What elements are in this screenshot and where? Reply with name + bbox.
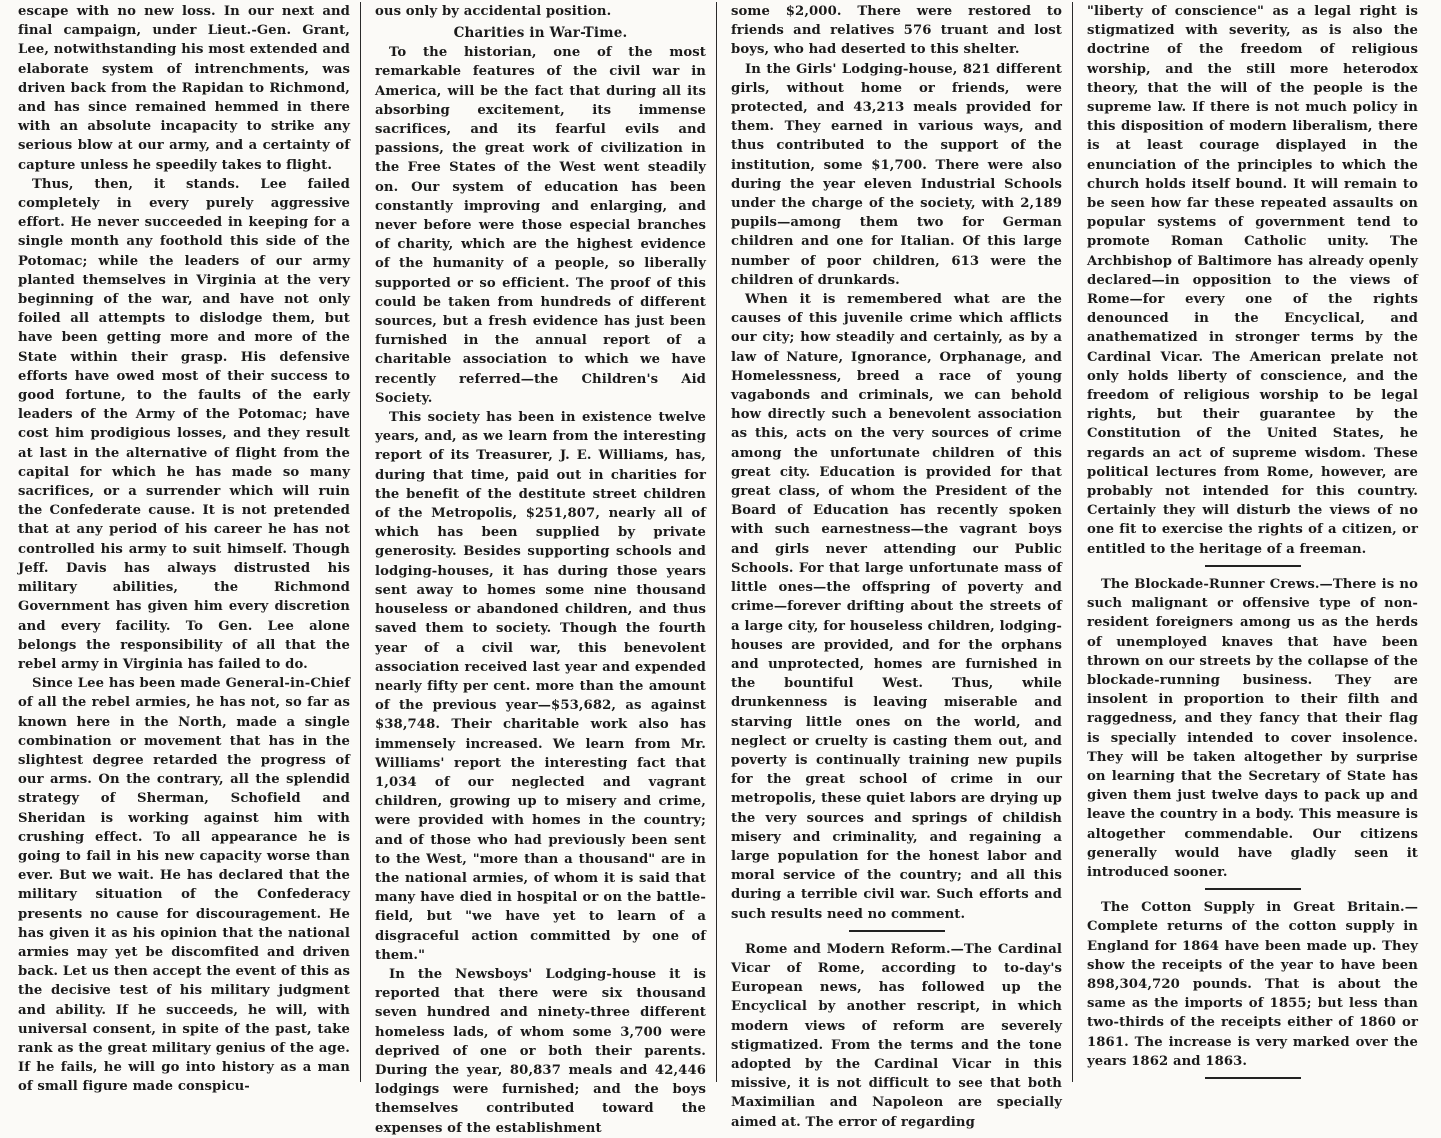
paragraph: Rome and Modern Reform.—The Cardinal Vicar of Rome, according to to-day's European news, has followed up the Encyclical by another rescript, in which modern views of reform are severely stigmatized. From the terms and the tone adopted by the Cardinal Vicar in this missive, it is not difficult to see that both Maximilian and Napoleon are specially aimed at. The error of regarding: [731, 941, 1062, 1130]
paragraph: Since Lee has been made General-in-Chief of all the rebel armies, he has not, so far as known here in the North, made a single combination or movement that has in the slightest degree retarded the progress of our arms. On the contrary, all the splendid strategy of Sherman, Schofield and Sheridan is working against him with crushing effect. To all appearance he is going to fail in his new capacity worse than ever. But we wait. He has declared that the military situation of the Confederacy presents no cause for discouragement. He has given it as his opinion that the national armies may yet be discomfited and driven back. Let us then accept the event of this as the decisive test of his military judgment and ability. If he succeeds, he will, with universal consent, in spite of the past, take rank as the great military genius of the age. If he fails, he will go into history as a man of small figure made conspicu-: [18, 676, 350, 1095]
section-divider: [1205, 888, 1301, 890]
paragraph: The Cotton Supply in Great Britain.—Complete returns of the cotton supply in England for 1864 have been made up. They show the receipts of the year to have been 898,304,720 pounds. That is about the same as the imports of 1855; but less than two-thirds of the receipts either of 1860 or 1861. The increase is very marked over the years 1862 and 1863.: [1087, 900, 1418, 1069]
column-1: [4, 2, 360, 1095]
column-4: [1072, 2, 1428, 1082]
paragraph: some $2,000. There were restored to friends and relatives 576 truant and lost boys, who had deserted to this shelter.: [731, 4, 1062, 58]
paragraph: Thus, then, it stands. Lee failed completely in every purely aggressive effort. He never succeeded in keeping for a single month any foothold this side of the Potomac; while the leaders of our army planted themselves in Virginia at the very beginning of the war, and have not only foiled all attempts to dislodge them, but have been getting more and more of the State within their grasp. His defensive efforts have owed most of their success to good fortune, to the faults of the early leaders of the Army of the Potomac; have cost him prodigious losses, and they result at last in the alternative of flight from the capital for which he has made so many sacrifices, or a surrender which will ruin the Confederate cause. It is not pretended that at any period of his career he has not controlled his army to suit himself. Though Jeff. Davis has always distrusted his military abilities, the Richmond Government has given him every discretion and every facility. To Gen. Lee alone belongs the responsibility of all that the rebel army in Virginia has failed to do.: [18, 176, 350, 672]
section-divider: [1205, 1077, 1301, 1079]
paragraph: To the historian, one of the most remarkable features of the civil war in America, will be the fact that during all its absorbing excitement, its immense sacrifices, and its fearful evils and passions, the great work of civilization in the Free States of the West went steadily on. Our system of education has been constantly improving and enlarging, and never before were those especial branches of charity, which are the highest evidence of the humanity of a people, so liberally supported or so efficient. The proof of this could be taken from hundreds of different sources, but a fresh evidence has just been furnished in the annual report of a charitable association to which we have recently referred—the Children's Aid Society.: [375, 45, 706, 406]
paragraph: The Blockade-Runner Crews.—There is no such malignant or offensive type of non-resident foreigners among us as the herds of unemployed knaves that have been thrown on our streets by the collapse of the blockade-running business. They are insolent in proportion to their filth and raggedness, and they fancy that their flag is specially intended to cover insolence. They will be taken altogether by surprise on learning that the Secretary of State has given them just twelve days to pack up and leave the country in a body. This measure is altogether commendable. Our citizens generally would have gladly seen it introduced sooner.: [1087, 576, 1418, 880]
paragraph: When it is remembered what are the causes of this juvenile crime which afflicts our city; how steadily and certainly, as by a law of Nature, Ignorance, Orphanage, and Homelessness, breed a race of young vagabonds and criminals, we can behold how directly such a benevolent association as this, acts on the very sources of crime among the unfortunate children of this great city. Education is provided for that great class, of whom the President of the Board of Education has recently spoken with such earnestness—the vagrant boys and girls never attending our Public Schools. For that large unfortunate mass of little ones—the offspring of poverty and crime—forever drifting about the streets of a large city, for houseless children, lodging-houses are provided, and for the orphans and unprotected, homes are furnished in the bountiful West. Thus, while drunkenness is leaving miserable and starving little ones on the world, and neglect or cruelty is casting them out, and poverty is continually training new pupils for the great school of crime in our metropolis, these quiet labors are drying up the very sources and springs of childish misery and criminality, and regaining a large population for the honest labor and moral service of the country; and all this during a terrible civil war. Such efforts and such results need no comment.: [731, 292, 1062, 922]
paragraph: In the Newsboys' Lodging-house it is reported that there were six thousand seven hundred and ninety-three different homeless lads, of whom some 3,700 were deprived of one or both their parents. During the year, 80,837 meals and 42,446 lodgings were furnished; and the boys themselves contributed toward the expenses of the establishment: [375, 966, 706, 1136]
column-lead-line: ous only by accidental position.: [375, 4, 612, 19]
article-heading: Charities in War-Time.: [453, 25, 628, 42]
paragraph: This society has been in existence twelve years, and, as we learn from the interesting report of its Treasurer, J. E. Williams, has, during that time, paid out in charities for the benefit of the destitute street children of the Metropolis, $251,807, nearly all of which has been supplied by private generosity. Besides supporting schools and lodging-houses, it has during those years sent away to homes some nine thousand houseless or abandoned children, and thus saved them to society. Though the fourth year of a civil war, this benevolent association received last year and expended nearly fifty per cent. more than the amount of the previous year—$53,682, as against $38,748. Their charitable work also has immensely increased. We learn from Mr. Williams' report the interesting fact that 1,034 of our neglected and vagrant children, growing up to misery and crime, were provided with homes in the country; and of those who had previously been sent to the West, "more than a thousand" are in the national armies, of whom it is said that many have died in hospital or on the battle-field, but "we have yet to learn of a disgraceful action committed by one of them.": [375, 410, 706, 963]
column-2: [360, 2, 716, 1136]
section-divider: [1205, 565, 1301, 567]
paragraph: "liberty of conscience" as a legal right is stigmatized with severity, as is also the doctrine of the freedom of religious worship, and the still more heterodox theory, that the will of the people is the supreme law. If there is not much policy in this disposition of modern liberalism, there is at least courage displayed in the enunciation of the principles to which the church holds itself bound. It will remain to be seen how far these repeated assaults on popular systems of government tend to promote Roman Catholic unity. The Archbishop of Baltimore has already openly declared—in opposition to the views of Rome—for every one of the rights denounced in the Encyclical, and anathematized in stronger terms by the Cardinal Vicar. The American prelate not only holds liberty of conscience, and the freedom of religious worship to be legal rights, but their guarantee by the Constitution of the United States, he regards an act of supreme wisdom. These political lectures from Rome, however, are probably not intended for this country. Certainly they will disturb the views of no one fit to exercise the rights of a citizen, or entitled to the heritage of a freeman.: [1087, 4, 1418, 557]
paragraph: In the Girls' Lodging-house, 821 different girls, without home or friends, were protected, and 43,213 meals provided for them. They earned in various ways, and thus contributed to the support of the institution, some $1,700. There were also during the year eleven Industrial Schools under the charge of the society, with 2,189 pupils—among them two for German children and one for Italian. Of this large number of poor children, 613 were the children of drunkards.: [731, 61, 1062, 288]
section-divider: [849, 930, 945, 932]
column-3: [716, 2, 1072, 1130]
paragraph: escape with no new loss. In our next and final campaign, under Lieut.-Gen. Grant, Lee, notwithstanding his most extended and elaborate system of intrenchments, was driven back from the Rapidan to Richmond, and has since remained hemmed in there with an absolute incapacity to strike any serious blow at our army, and a certainty of capture unless he speedily takes to flight.: [18, 4, 350, 173]
